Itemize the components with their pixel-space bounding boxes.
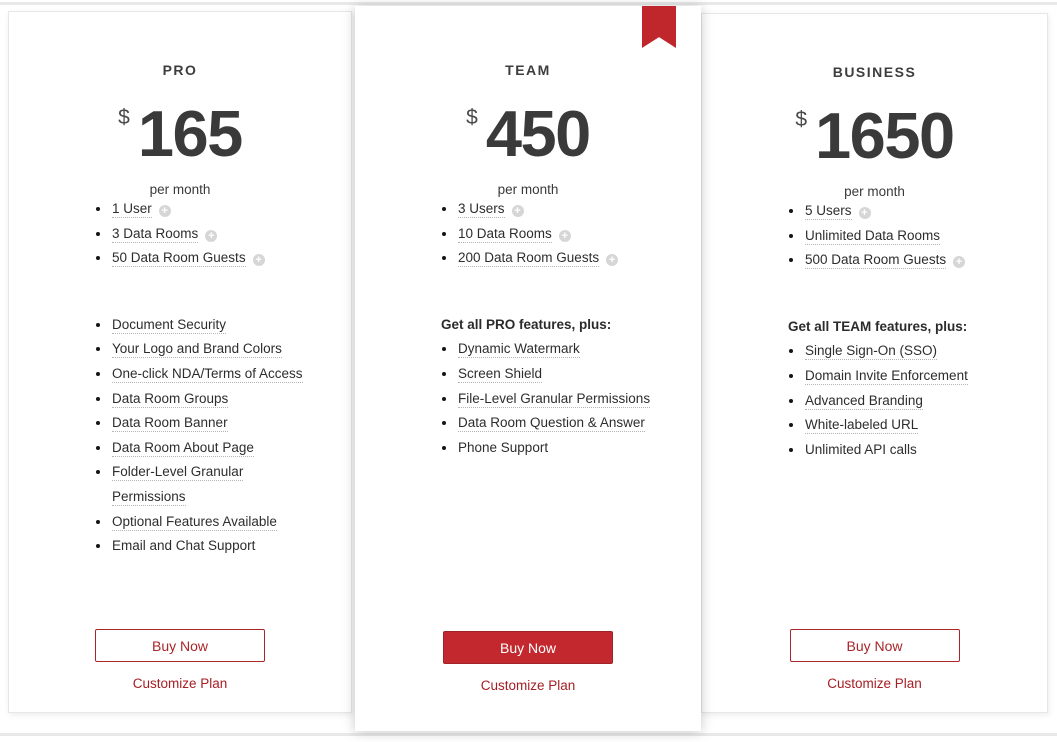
feature-label[interactable]: Domain Invite Enforcement	[805, 367, 968, 383]
plus-icon[interactable]: +	[159, 205, 171, 217]
features-list	[9, 313, 351, 559]
plus-icon[interactable]: +	[205, 230, 217, 242]
feature-label[interactable]: 500 Data Room Guests	[805, 252, 947, 268]
plus-icon[interactable]: +	[859, 207, 871, 219]
feature-item	[441, 411, 657, 436]
price-amount: 450	[485, 97, 590, 170]
customize-plan-link[interactable]: Customize Plan	[132, 676, 228, 691]
feature-item	[95, 460, 307, 509]
feature-label: Unlimited API calls	[805, 441, 917, 457]
feature-label[interactable]: Your Logo and Brand Colors	[112, 341, 282, 357]
feature-item	[788, 224, 1003, 249]
price-currency: $	[795, 108, 808, 131]
feature-item	[788, 438, 1003, 463]
plus-icon[interactable]: +	[606, 254, 618, 266]
features-list	[702, 339, 1047, 462]
feature-item	[788, 248, 1003, 273]
featured-ribbon-icon	[642, 6, 676, 48]
feature-item	[95, 222, 307, 247]
feature-item	[788, 339, 1003, 364]
quota-list	[9, 197, 351, 271]
feature-label[interactable]: Folder-Level Granular Permissions	[112, 464, 244, 504]
feature-item	[95, 436, 307, 461]
card-footer	[9, 629, 351, 693]
feature-label: Email and Chat Support	[112, 538, 256, 554]
feature-label[interactable]: 3 Users	[458, 201, 505, 216]
feature-label[interactable]: Document Security	[112, 316, 227, 332]
price-currency: $	[118, 106, 130, 129]
feature-item	[441, 436, 657, 461]
feature-item	[441, 387, 657, 412]
feature-label[interactable]: Unlimited Data Rooms	[805, 227, 941, 243]
plan-name: TEAM	[505, 62, 551, 78]
feature-label[interactable]: Data Room About Page	[112, 439, 254, 455]
price	[9, 97, 351, 170]
feature-item	[95, 362, 307, 387]
feature-label[interactable]: 10 Data Rooms	[458, 225, 552, 241]
feature-item	[95, 510, 307, 535]
features-header: Get all TEAM features, plus:	[788, 318, 968, 334]
price	[355, 97, 701, 170]
feature-label: Phone Support	[458, 439, 549, 455]
feature-item	[95, 246, 307, 271]
plus-icon[interactable]: +	[953, 256, 965, 268]
feature-label[interactable]: 3 Data Rooms	[112, 225, 199, 241]
quota-list	[355, 197, 701, 271]
buy-now-button[interactable]: Buy Now	[95, 629, 265, 662]
features-section	[9, 313, 351, 559]
price-period: per month	[149, 182, 211, 197]
plan-name: BUSINESS	[832, 64, 917, 80]
feature-label[interactable]: Data Room Groups	[112, 390, 229, 406]
feature-label[interactable]: Data Room Question & Answer	[458, 415, 645, 431]
pricing-card-team	[355, 6, 701, 731]
feature-item	[441, 246, 657, 271]
feature-item	[441, 362, 657, 387]
features-section	[355, 313, 701, 461]
feature-label[interactable]: White-labeled URL	[805, 417, 919, 433]
feature-item	[95, 313, 307, 338]
feature-item	[788, 389, 1003, 414]
feature-item	[95, 411, 307, 436]
feature-label[interactable]: Data Room Banner	[112, 415, 228, 431]
feature-label[interactable]: 1 User	[112, 201, 152, 216]
feature-label[interactable]: Single Sign-On (SSO)	[805, 343, 938, 359]
top-divider	[0, 2, 1057, 5]
plus-icon[interactable]: +	[253, 254, 265, 266]
feature-label[interactable]: 50 Data Room Guests	[112, 250, 246, 266]
price-period: per month	[497, 182, 559, 197]
card-footer	[355, 631, 701, 695]
price-amount: 165	[137, 97, 242, 170]
feature-item	[95, 337, 307, 362]
feature-item	[788, 364, 1003, 389]
feature-item	[441, 337, 657, 362]
plus-icon[interactable]: +	[559, 230, 571, 242]
feature-label[interactable]: 200 Data Room Guests	[458, 250, 600, 266]
quota-list	[702, 199, 1047, 273]
features-header: Get all PRO features, plus:	[441, 316, 612, 332]
buy-now-button[interactable]: Buy Now	[790, 629, 960, 662]
feature-label[interactable]: File-Level Granular Permissions	[458, 390, 651, 406]
feature-item	[95, 197, 307, 222]
features-list	[355, 337, 701, 460]
feature-item	[95, 387, 307, 412]
buy-now-button[interactable]: Buy Now	[443, 631, 613, 664]
feature-label[interactable]: Dynamic Watermark	[458, 341, 580, 357]
feature-item	[441, 222, 657, 247]
feature-label[interactable]: Screen Shield	[458, 365, 543, 381]
feature-label[interactable]: One-click NDA/Terms of Access	[112, 365, 303, 381]
price-period: per month	[844, 184, 905, 199]
feature-item	[441, 197, 657, 222]
card-footer	[702, 629, 1047, 693]
feature-label[interactable]: 5 Users	[805, 203, 852, 218]
price-amount: 1650	[815, 99, 954, 172]
customize-plan-link[interactable]: Customize Plan	[827, 676, 922, 691]
feature-label[interactable]: Advanced Branding	[805, 392, 923, 408]
bottom-divider	[0, 733, 1057, 736]
feature-label[interactable]: Optional Features Available	[112, 513, 277, 529]
customize-plan-link[interactable]: Customize Plan	[480, 678, 576, 693]
price	[702, 99, 1047, 172]
pricing-card-pro	[8, 11, 352, 713]
plus-icon[interactable]: +	[512, 205, 524, 217]
plan-name: PRO	[162, 62, 198, 78]
features-section	[702, 315, 1047, 463]
feature-item	[95, 534, 307, 559]
feature-item	[788, 199, 1003, 224]
pricing-card-business	[701, 13, 1048, 713]
feature-item	[788, 413, 1003, 438]
price-currency: $	[466, 106, 478, 129]
